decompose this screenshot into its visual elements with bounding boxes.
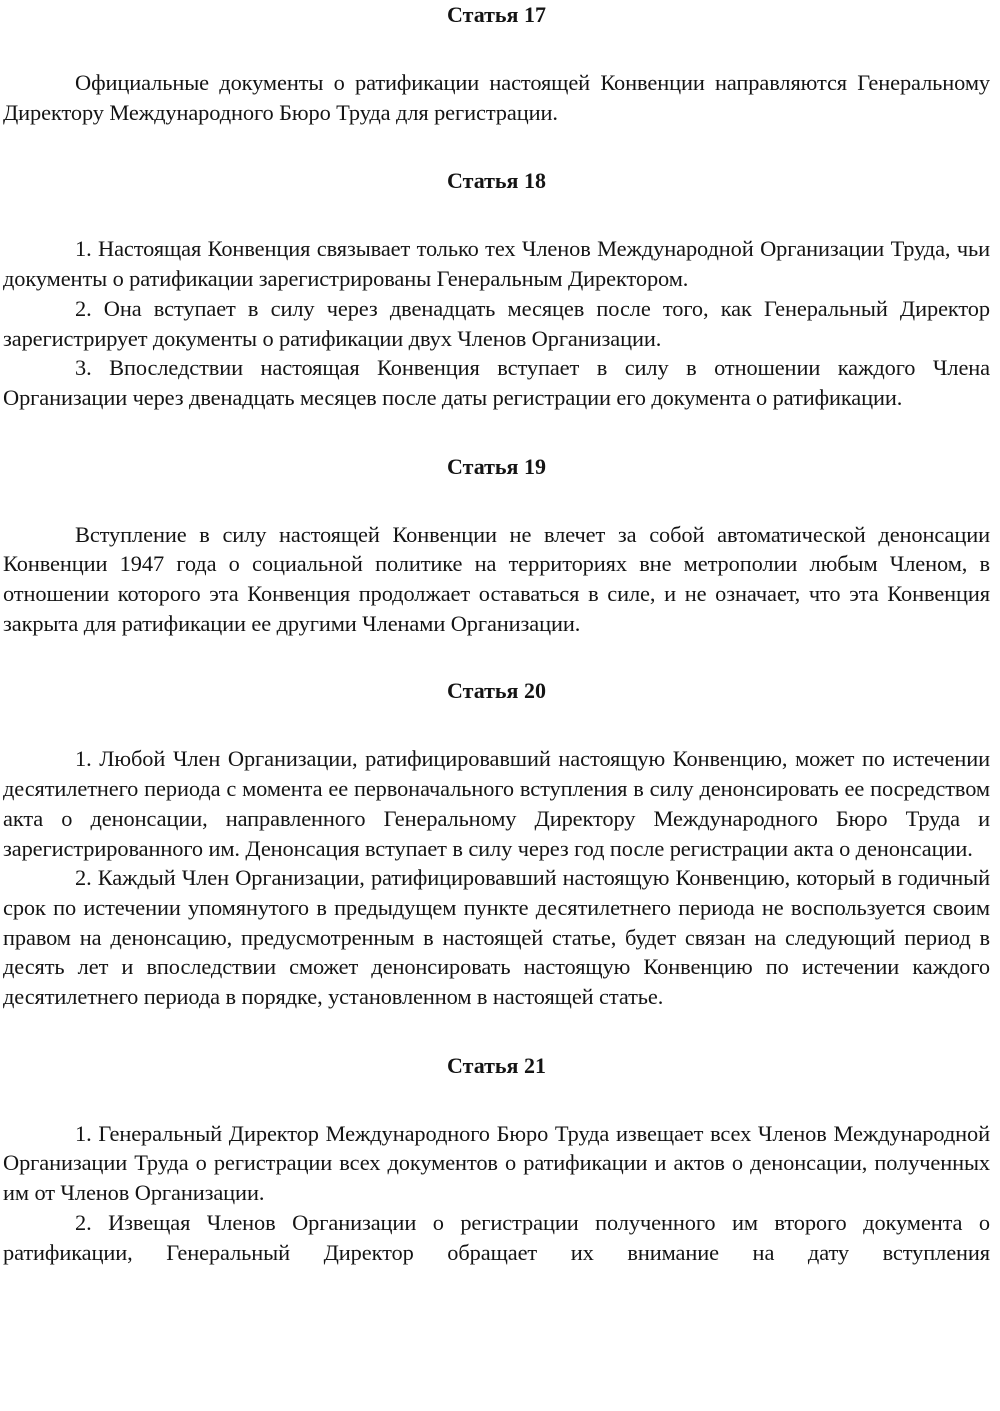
article-21 [3, 1051, 990, 1268]
article-paragraph: 1. Генеральный Директор Международного Бюро Труда извещает всех Членов Международной Организации Труда о регистрации всех документов о ратификации и актов о денонсации, полученных им от Членов Организации. [3, 1120, 990, 1206]
article-19 [3, 452, 990, 639]
article-paragraph: 2. Она вступает в силу через двенадцать месяцев после того, как Генеральный Директор зарегистрирует документы о ратификации двух Членов Организации. [3, 295, 990, 351]
article-paragraph: 1. Настоящая Конвенция связывает только тех Членов Международной Организации Труда, чьи документы о ратификации зарегистрированы Генеральным Директором. [3, 236, 990, 292]
article-20 [3, 676, 990, 1011]
article-paragraph: 1. Любой Член Организации, ратифицировавший настоящую Конвенцию, может по истечении десятилетнего периода с момента ее первоначального вступления в силу денонсировать ее посредством акта о денонсации, направленного Генеральному Директору Международного Бюро Труда и зарегистрированного им. Денонсация вступает в силу через год после регистрации акта о денонсации. [3, 746, 990, 861]
article-title: Статья 20 [447, 678, 546, 704]
article-paragraph: 2. Каждый Член Организации, ратифицировавший настоящую Конвенцию, который в годичный срок по истечении упомянутого в предыдущем пункте десятилетнего периода не воспользуется своим правом на денонсацию, предусмотренным в настоящей статье, будет связан на следующий период в десять лет и впоследствии сможет денонсировать настоящую Конвенцию по истечении каждого десятилетнего периода в порядке, установленном в настоящей статье. [3, 865, 990, 1010]
document-page [3, 0, 990, 1267]
article-17 [3, 0, 990, 127]
article-paragraph: 2. Извещая Членов Организации о регистрации полученного им второго документа о ратификации, Генеральный Директор обращает их внимание на дату вступления [3, 1209, 990, 1265]
article-paragraph: 3. Впоследствии настоящая Конвенция вступает в силу в отношении каждого Члена Организации через двенадцать месяцев после даты регистрации его документа о ратификации. [3, 355, 990, 410]
article-paragraph: Вступление в силу настоящей Конвенции не влечет за собой автоматической денонсации Конвенции 1947 года о социальной политике на территориях вне метрополии любым Членом, в отношении которого эта Конвенция продолжает оставаться в силе, и не означает, что эта Конвенция закрыта для ратификации ее другими Членами Организации. [3, 521, 990, 636]
article-title: Статья 19 [447, 453, 546, 479]
article-title: Статья 17 [447, 2, 546, 27]
article-title: Статья 18 [447, 168, 546, 194]
article-paragraph: Официальные документы о ратификации настоящей Конвенции направляются Генеральному Директору Международного Бюро Труда для регистрации. [3, 70, 990, 125]
article-title: Статья 21 [447, 1052, 546, 1078]
article-18 [3, 166, 990, 412]
